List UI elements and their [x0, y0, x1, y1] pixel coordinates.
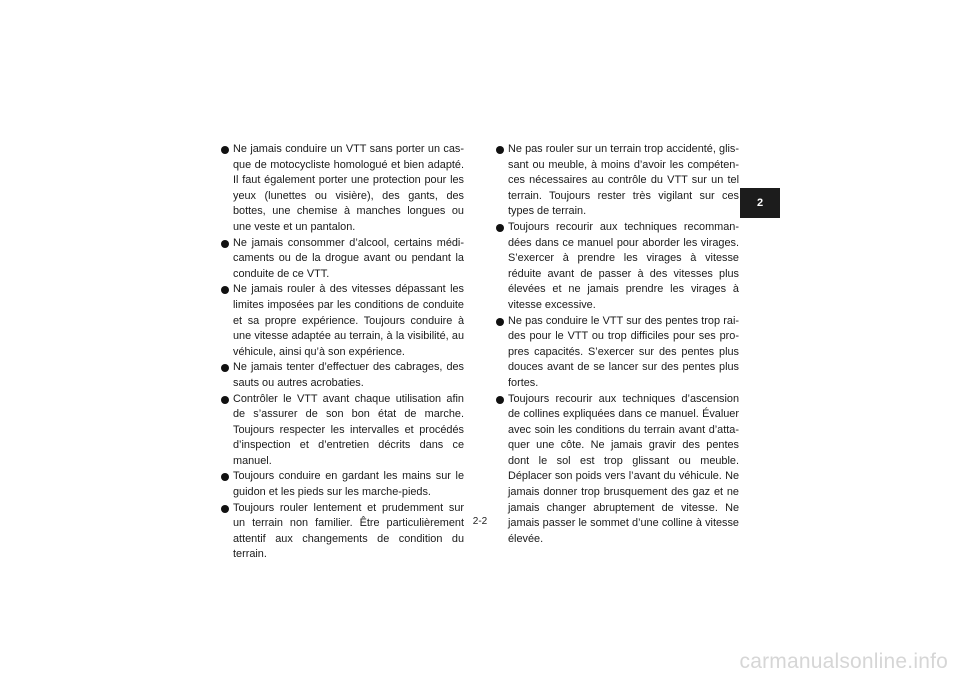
list-item-text: Ne jamais conduire un VTT sans porter un casque de motocycliste homologué et bien adapté. Il faut également porter une protection pour les yeux (lunettes ou visière), des gants, des bottes, une chemise à manches longues ou une veste et un pantalon.	[233, 143, 464, 233]
list-item	[221, 142, 464, 236]
list-item-text: Contrôler le VTT avant chaque utilisation afin de s’assurer de son bon état de marche. Toujours respecter les intervalles et procédés d’inspection et d’entretien décrits dans ce manuel.	[233, 392, 464, 467]
bullet-icon	[221, 146, 229, 154]
left-column	[221, 142, 464, 563]
list-item	[221, 469, 464, 500]
bullet-icon	[221, 473, 229, 481]
left-bullet-list	[221, 142, 464, 563]
bullet-icon	[496, 396, 504, 404]
watermark: carmanualsonline.info	[739, 650, 948, 673]
list-item-text: Toujours recourir aux techniques recommandées dans ce manuel pour aborder les virages. S’exercer à prendre les virages à vitesse réduite avant de passer à des vitesses plus élevées et ne jamais prendre les virages à vitesse excessive.	[508, 220, 739, 311]
chapter-tab: 2	[740, 188, 780, 218]
list-item	[221, 501, 464, 563]
bullet-icon	[221, 286, 229, 294]
bullet-icon	[221, 240, 229, 248]
list-item-text: Toujours conduire en gardant les mains sur le guidon et les pieds sur les marche-pieds.	[233, 470, 464, 499]
bullet-icon	[221, 505, 229, 513]
list-item	[496, 392, 739, 548]
list-item-text: Ne jamais tenter d’effectuer des cabrages, des sauts ou autres acrobaties.	[233, 361, 464, 389]
bullet-icon	[496, 224, 504, 232]
list-item-text: Ne jamais consommer d’alcool, certains médicaments ou de la drogue avant ou pendant la conduite de ce VTT.	[233, 236, 464, 280]
bullet-icon	[221, 364, 229, 372]
list-item	[221, 236, 464, 283]
list-item-text: Ne pas rouler sur un terrain trop accidenté, glissant ou meuble, à moins d’avoir les compétences nécessaires au contrôle du VTT sur un tel terrain. Toujours rester très vigilant sur ces types de terrain.	[508, 143, 739, 218]
list-item-text: Toujours rouler lentement et prudemment sur un terrain non familier. Être particulièrement attentif aux changements de condition du terrain.	[233, 501, 464, 561]
bullet-icon	[496, 318, 504, 326]
right-bullet-list	[496, 142, 739, 547]
bullet-icon	[221, 396, 229, 404]
list-item-text: Ne pas conduire le VTT sur des pentes trop raides pour le VTT ou trop difficiles pour ses propres capacités. S’exercer sur des pentes plus douces avant de se lancer sur des pentes plus fortes.	[508, 314, 739, 389]
right-column	[496, 142, 739, 547]
list-item-text: Ne jamais rouler à des vitesses dépassant les limites imposées par les conditions de conduite et sa propre expérience. Toujours conduire à une vitesse adaptée au terrain, à la visibilité, au véhicule, ainsi qu’à son expérience.	[233, 283, 464, 358]
list-item	[496, 220, 739, 314]
list-item	[496, 314, 739, 392]
list-item	[221, 392, 464, 470]
list-item	[221, 282, 464, 360]
list-item	[496, 142, 739, 220]
list-item	[221, 360, 464, 391]
page-number: 2-2	[472, 516, 488, 527]
list-item-text: Toujours recourir aux techniques d’ascension de collines expliquées dans ce manuel. Évaluer avec soin les conditions du terrain avant d’attaquer une côte. Ne jamais gravir des pentes dont le sol est trop glissant ou meuble. Déplacer son poids vers l’avant du véhicule. Ne jamais donner trop brusquement des gaz et ne jamais changer abruptement de vitesse. Ne jamais passer le sommet d’une colline à vitesse élevée.	[508, 392, 739, 545]
bullet-icon	[496, 146, 504, 154]
